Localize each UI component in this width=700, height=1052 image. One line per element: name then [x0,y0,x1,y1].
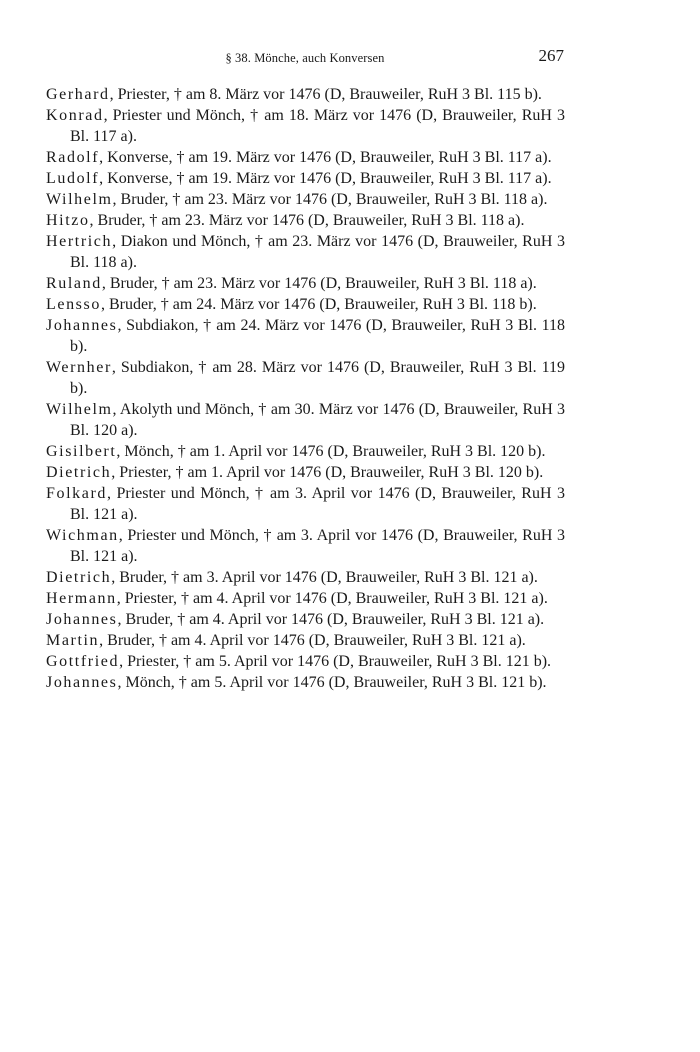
entry-text: , Bruder, † am 23. März vor 1476 (D, Brauweiler, RuH 3 Bl. 118 a). [101,275,537,292]
list-item [46,231,565,273]
entry-name: Wilhelm [46,191,113,208]
list-item [46,105,565,147]
list-item [46,189,565,210]
entry-text: , Priester und Mönch, † am 3. April vor 1476 (D, Brauweiler, RuH 3 Bl. 121 a). [70,527,565,565]
list-item [46,630,565,651]
entry-name: Lensso [46,296,101,313]
list-item [46,273,565,294]
entry-name: Johannes [46,317,118,334]
entry-name: Radolf [46,149,100,166]
entry-list [46,84,565,693]
list-item [46,168,565,189]
entry-name: Wilhelm [46,401,113,418]
entry-text: , Priester und Mönch, † am 3. April vor 1476 (D, Brauweiler, RuH 3 Bl. 121 a). [70,485,565,523]
list-item [46,609,565,630]
list-item [46,567,565,588]
list-item [46,462,565,483]
entry-text: , Bruder, † am 4. April vor 1476 (D, Brauweiler, RuH 3 Bl. 121 a). [117,611,545,628]
entry-text: , Priester und Mönch, † am 18. März vor 1476 (D, Brauweiler, RuH 3 Bl. 117 a). [70,107,565,145]
entry-name: Johannes [46,611,118,628]
list-item [46,315,565,357]
entry-name: Ruland [46,275,102,292]
list-item [46,651,565,672]
entry-name: Hertrich [46,233,113,250]
entry-name: Dietrich [46,464,112,481]
entry-text: , Diakon und Mönch, † am 23. März vor 1476 (D, Brauweiler, RuH 3 Bl. 118 a). [70,233,565,271]
entry-text: , Priester, † am 8. März vor 1476 (D, Brauweiler, RuH 3 Bl. 115 b). [109,86,542,103]
entry-text: , Mönch, † am 5. April vor 1476 (D, Brauweiler, RuH 3 Bl. 121 b). [117,674,547,691]
page-number: 267 [538,46,564,65]
entry-name: Wernher [46,359,112,376]
entry-text: , Bruder, † am 23. März vor 1476 (D, Brauweiler, RuH 3 Bl. 118 a). [112,191,548,208]
entry-name: Hitzo [46,212,90,229]
entry-text: , Bruder, † am 23. März vor 1476 (D, Brauweiler, RuH 3 Bl. 118 a). [89,212,525,229]
list-item [46,357,565,399]
entry-text: , Bruder, † am 3. April vor 1476 (D, Brauweiler, RuH 3 Bl. 121 a). [111,569,538,586]
list-item [46,672,565,693]
entry-name: Gerhard [46,86,110,103]
list-item [46,210,565,231]
entry-text: , Priester, † am 4. April vor 1476 (D, Brauweiler, RuH 3 Bl. 121 a). [116,590,548,607]
entry-name: Konrad [46,107,104,124]
entry-text: , Subdiakon, † am 28. März vor 1476 (D, Brauweiler, RuH 3 Bl. 119 b). [70,359,565,397]
entry-name: Johannes [46,674,118,691]
entry-text: , Akolyth und Mönch, † am 30. März vor 1476 (D, Brauweiler, RuH 3 Bl. 120 a). [70,401,565,439]
entry-name: Martin [46,632,100,649]
entry-text: , Konverse, † am 19. März vor 1476 (D, Brauweiler, RuH 3 Bl. 117 a). [99,149,552,166]
entry-name: Folkard [46,485,107,502]
entry-text: , Bruder, † am 24. März vor 1476 (D, Brauweiler, RuH 3 Bl. 118 b). [100,296,537,313]
entry-text: , Konverse, † am 19. März vor 1476 (D, Brauweiler, RuH 3 Bl. 117 a). [99,170,552,187]
entry-name: Dietrich [46,569,112,586]
entry-name: Gisilbert [46,443,117,460]
entry-name: Wichman [46,527,119,544]
list-item [46,84,565,105]
page-header [46,46,564,70]
list-item [46,399,565,441]
entry-name: Hermann [46,590,117,607]
list-item [46,588,565,609]
entry-name: Ludolf [46,170,100,187]
running-head: § 38. Mönche, auch Konversen [225,51,385,65]
entry-text: , Priester, † am 5. April vor 1476 (D, Brauweiler, RuH 3 Bl. 121 b). [119,653,552,670]
entry-text: , Priester, † am 1. April vor 1476 (D, Brauweiler, RuH 3 Bl. 120 b). [111,464,544,481]
entry-text: , Mönch, † am 1. April vor 1476 (D, Brauweiler, RuH 3 Bl. 120 b). [116,443,546,460]
list-item [46,483,565,525]
entry-name: Gottfried [46,653,120,670]
entry-text: , Bruder, † am 4. April vor 1476 (D, Brauweiler, RuH 3 Bl. 121 a). [99,632,526,649]
entry-text: , Subdiakon, † am 24. März vor 1476 (D, Brauweiler, RuH 3 Bl. 118 b). [70,317,565,355]
list-item [46,525,565,567]
list-item [46,147,565,168]
list-item [46,294,565,315]
list-item [46,441,565,462]
